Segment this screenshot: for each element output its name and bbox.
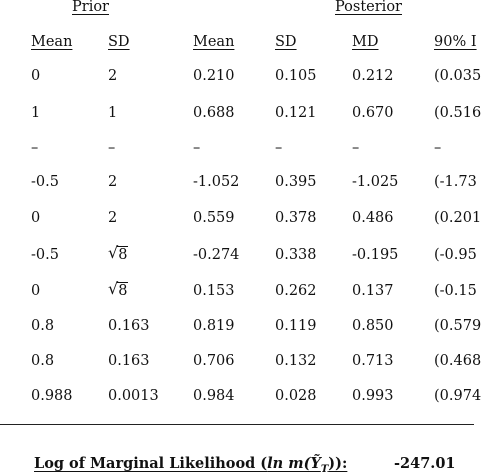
cell-post-md: -1.025 [352, 174, 399, 190]
cell-prior-sd: 1 [108, 105, 118, 121]
cell-post-mean: 0.559 [193, 210, 235, 226]
cell-post-mean: 0.819 [193, 318, 235, 334]
cell-post-md: – [352, 140, 360, 156]
cell-post-mean: -1.052 [193, 174, 240, 190]
cell-prior-mean: 0 [31, 68, 41, 84]
cell-post-sd: 0.338 [275, 247, 317, 263]
cell-prior-mean: 0.8 [31, 318, 55, 334]
col-header-interval: 90% I [434, 34, 477, 50]
cell-post-mean: -0.274 [193, 247, 240, 263]
cell-prior-sd: 2 [108, 174, 118, 190]
cell-prior-mean: 0 [31, 283, 41, 299]
group-header-posterior: Posterior [335, 0, 402, 15]
cell-post-mean: 0.688 [193, 105, 235, 121]
cell-post-mean: 0.984 [193, 388, 235, 404]
cell-interval: (-0.15 [434, 283, 477, 299]
cell-post-sd: – [275, 140, 283, 156]
cell-post-sd: 0.262 [275, 283, 317, 299]
cell-post-md: 0.212 [352, 68, 394, 84]
table-bottom-rule [0, 424, 474, 425]
cell-prior-mean: 0 [31, 210, 41, 226]
cell-prior-sd: 0.163 [108, 353, 150, 369]
cell-prior-mean: -0.5 [31, 174, 59, 190]
cell-interval: (0.579 [434, 318, 481, 334]
cell-post-sd: 0.132 [275, 353, 317, 369]
cell-post-mean: 0.210 [193, 68, 235, 84]
cell-prior-mean: 0.988 [31, 388, 73, 404]
cell-post-sd: 0.028 [275, 388, 317, 404]
cell-post-md: 0.993 [352, 388, 394, 404]
cell-post-mean: 0.153 [193, 283, 235, 299]
cell-prior-sd: √ 8 [108, 243, 128, 263]
cell-prior-sd: 0.163 [108, 318, 150, 334]
cell-post-md: 0.850 [352, 318, 394, 334]
cell-post-md: 0.137 [352, 283, 394, 299]
cell-interval: (0.468 [434, 353, 481, 369]
col-header-prior-sd: SD [108, 34, 130, 50]
cell-prior-mean: – [31, 140, 39, 156]
cell-post-md: -0.195 [352, 247, 399, 263]
marginal-likelihood-value: -247.01 [394, 455, 456, 472]
cell-prior-sd: 2 [108, 210, 118, 226]
cell-interval: (0.516 [434, 105, 481, 121]
col-header-prior-mean: Mean [31, 34, 73, 50]
cell-post-sd: 0.119 [275, 318, 317, 334]
cell-post-md: 0.713 [352, 353, 394, 369]
cell-interval: (0.201 [434, 210, 481, 226]
cell-post-sd: 0.121 [275, 105, 317, 121]
cell-post-sd: 0.395 [275, 174, 317, 190]
cell-prior-mean: 1 [31, 105, 41, 121]
cell-interval: (-1.73 [434, 174, 477, 190]
col-header-posterior-md: MD [352, 34, 379, 50]
marginal-likelihood-row [34, 455, 456, 475]
cell-post-sd: 0.105 [275, 68, 317, 84]
marginal-likelihood-label: Log of Marginal Likelihood (ln m(Ỹ$_T$)): [34, 455, 348, 475]
cell-prior-sd: 2 [108, 68, 118, 84]
cell-prior-sd: √ 8 [108, 279, 128, 299]
cell-interval: (0.035 [434, 68, 481, 84]
cell-post-mean: 0.706 [193, 353, 235, 369]
cell-post-sd: 0.378 [275, 210, 317, 226]
cell-post-md: 0.670 [352, 105, 394, 121]
group-header-prior: Prior [72, 0, 109, 15]
col-header-posterior-sd: SD [275, 34, 297, 50]
cell-interval: (0.974 [434, 388, 481, 404]
cell-interval: (-0.95 [434, 247, 477, 263]
cell-prior-mean: 0.8 [31, 353, 55, 369]
cell-prior-sd: – [108, 140, 116, 156]
cell-prior-mean: -0.5 [31, 247, 59, 263]
cell-prior-sd: 0.0013 [108, 388, 159, 404]
col-header-posterior-mean: Mean [193, 34, 235, 50]
cell-post-mean: – [193, 140, 201, 156]
cell-post-md: 0.486 [352, 210, 394, 226]
cell-interval: – [434, 140, 442, 156]
